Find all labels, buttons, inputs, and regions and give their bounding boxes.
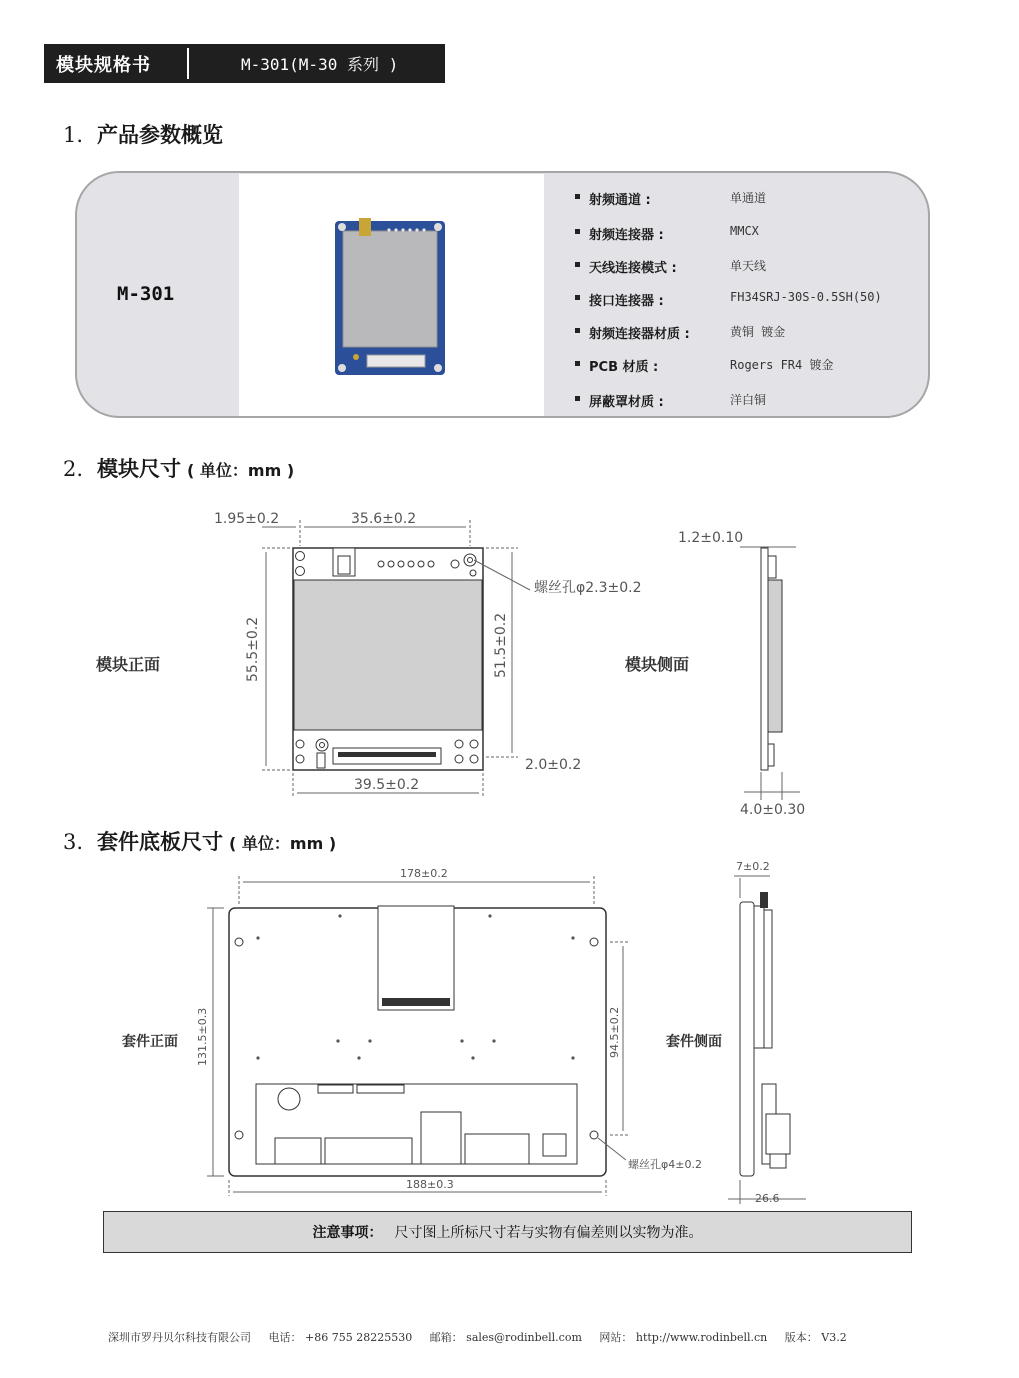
spec-row [575,187,925,209]
bullet-icon [575,229,580,234]
bullet-icon [575,194,580,199]
dim-board-width: 188±0.3 [406,1178,454,1191]
section-2-title: 模块尺寸 [97,457,182,481]
spec-value: Rogers FR4 镀金 [730,358,834,372]
spec-value: FH34SRJ-30S-0.5SH(50) [730,290,882,304]
module-photo [239,174,544,417]
section-3-number: 3. [63,830,84,854]
spec-key: 屏蔽罩材质 : [589,395,664,410]
footer-phone: 电话： +86 755 28225530 [268,1331,413,1344]
dim-board-screw-hole: 螺丝孔φ4±0.2 [628,1158,702,1171]
dim-offset-left: 1.95±0.2 [214,511,280,527]
module-side-shield [768,580,782,732]
document-title: 模块规格书 [56,54,151,76]
page-footer [108,1329,918,1345]
footer-website: 网站： http://www.rodinbell.cn [599,1331,768,1344]
section-3-unit: ( 单位：mm ) [229,834,337,853]
section-1-title: 产品参数概览 [97,123,224,147]
module-side-label: 模块侧面 [625,655,690,674]
section-2-heading [63,453,294,483]
bullet-icon [575,262,580,267]
dim-board-side-depth: 26.6 [755,1192,780,1205]
spec-key: 天线连接模式 : [589,261,677,276]
dim-height: 55.5±0.2 [245,616,261,682]
spec-row [575,389,925,411]
board-dimension-drawing [0,858,1019,1208]
spec-row [575,288,925,310]
dim-board-height: 131.5±0.3 [196,1007,209,1066]
section-2-number: 2. [63,457,84,481]
section-3-title: 套件底板尺寸 [97,830,224,854]
spec-value: 单通道 [730,191,767,205]
spec-value: 洋白铜 [730,393,767,407]
board-ethernet-port [421,1112,461,1164]
module-dimension-drawing [0,500,1019,820]
product-overview-panel [75,171,930,418]
document-header [44,44,445,83]
module-shield-outline [294,580,482,730]
dim-bottom-offset: 2.0±0.2 [525,757,582,773]
spec-value: MMCX [730,224,759,238]
bullet-icon [575,328,580,333]
spec-value: 单天线 [730,259,767,273]
spec-row [575,255,925,277]
module-side-pcb [761,548,768,770]
board-module-outline [378,906,454,1010]
document-model: M-301(M-30 系列 ) [241,55,399,74]
note-label: 注意事项： [312,1225,383,1241]
footer-version: 版本： V3.2 [784,1331,847,1344]
board-serial-port [465,1134,529,1164]
dim-hole-height: 51.5±0.2 [493,612,509,678]
spec-key: 射频连接器 : [589,228,664,243]
note-box [103,1211,912,1253]
section-1-number: 1. [63,123,84,147]
dim-board-hole-height: 94.5±0.2 [608,1006,621,1058]
spec-key: 接口连接器 : [589,294,664,309]
module-front-label: 模块正面 [96,655,161,674]
board-side-plate [740,902,754,1176]
footer-company: 深圳市罗丹贝尔科技有限公司 [108,1331,251,1344]
dim-hole-spacing: 35.6±0.2 [351,511,417,527]
board-front-label: 套件正面 [122,1034,178,1050]
spec-key: 射频连接器材质 : [589,327,690,342]
dim-pcb-thickness: 1.2±0.10 [678,530,744,546]
spec-value: 黄铜 镀金 [730,325,786,339]
spec-key: 射频通道 : [589,193,651,208]
footer-email: 邮箱： sales@rodinbell.com [429,1331,582,1344]
section-2-unit: ( 单位：mm ) [187,461,295,480]
dim-board-thickness: 7±0.2 [736,860,770,873]
note-text: 尺寸图上所标尺寸若与实物有偏差则以实物为准。 [394,1225,703,1241]
dim-total-thickness: 4.0±0.30 [740,802,806,818]
spec-row [575,354,925,376]
spec-row [575,321,925,343]
dim-screw-hole: 螺丝孔φ2.3±0.2 [534,580,642,596]
dim-width: 39.5±0.2 [354,777,420,793]
section-1-heading [63,119,223,149]
spec-row [575,222,925,244]
overview-model-name: M-301 [117,283,175,305]
dim-board-hole-width: 178±0.2 [400,867,448,880]
board-side-label: 套件侧面 [666,1034,722,1050]
bullet-icon [575,396,580,401]
section-3-heading [63,826,336,856]
spec-key: PCB 材质 : [589,360,659,375]
bullet-icon [575,295,580,300]
bullet-icon [575,361,580,366]
